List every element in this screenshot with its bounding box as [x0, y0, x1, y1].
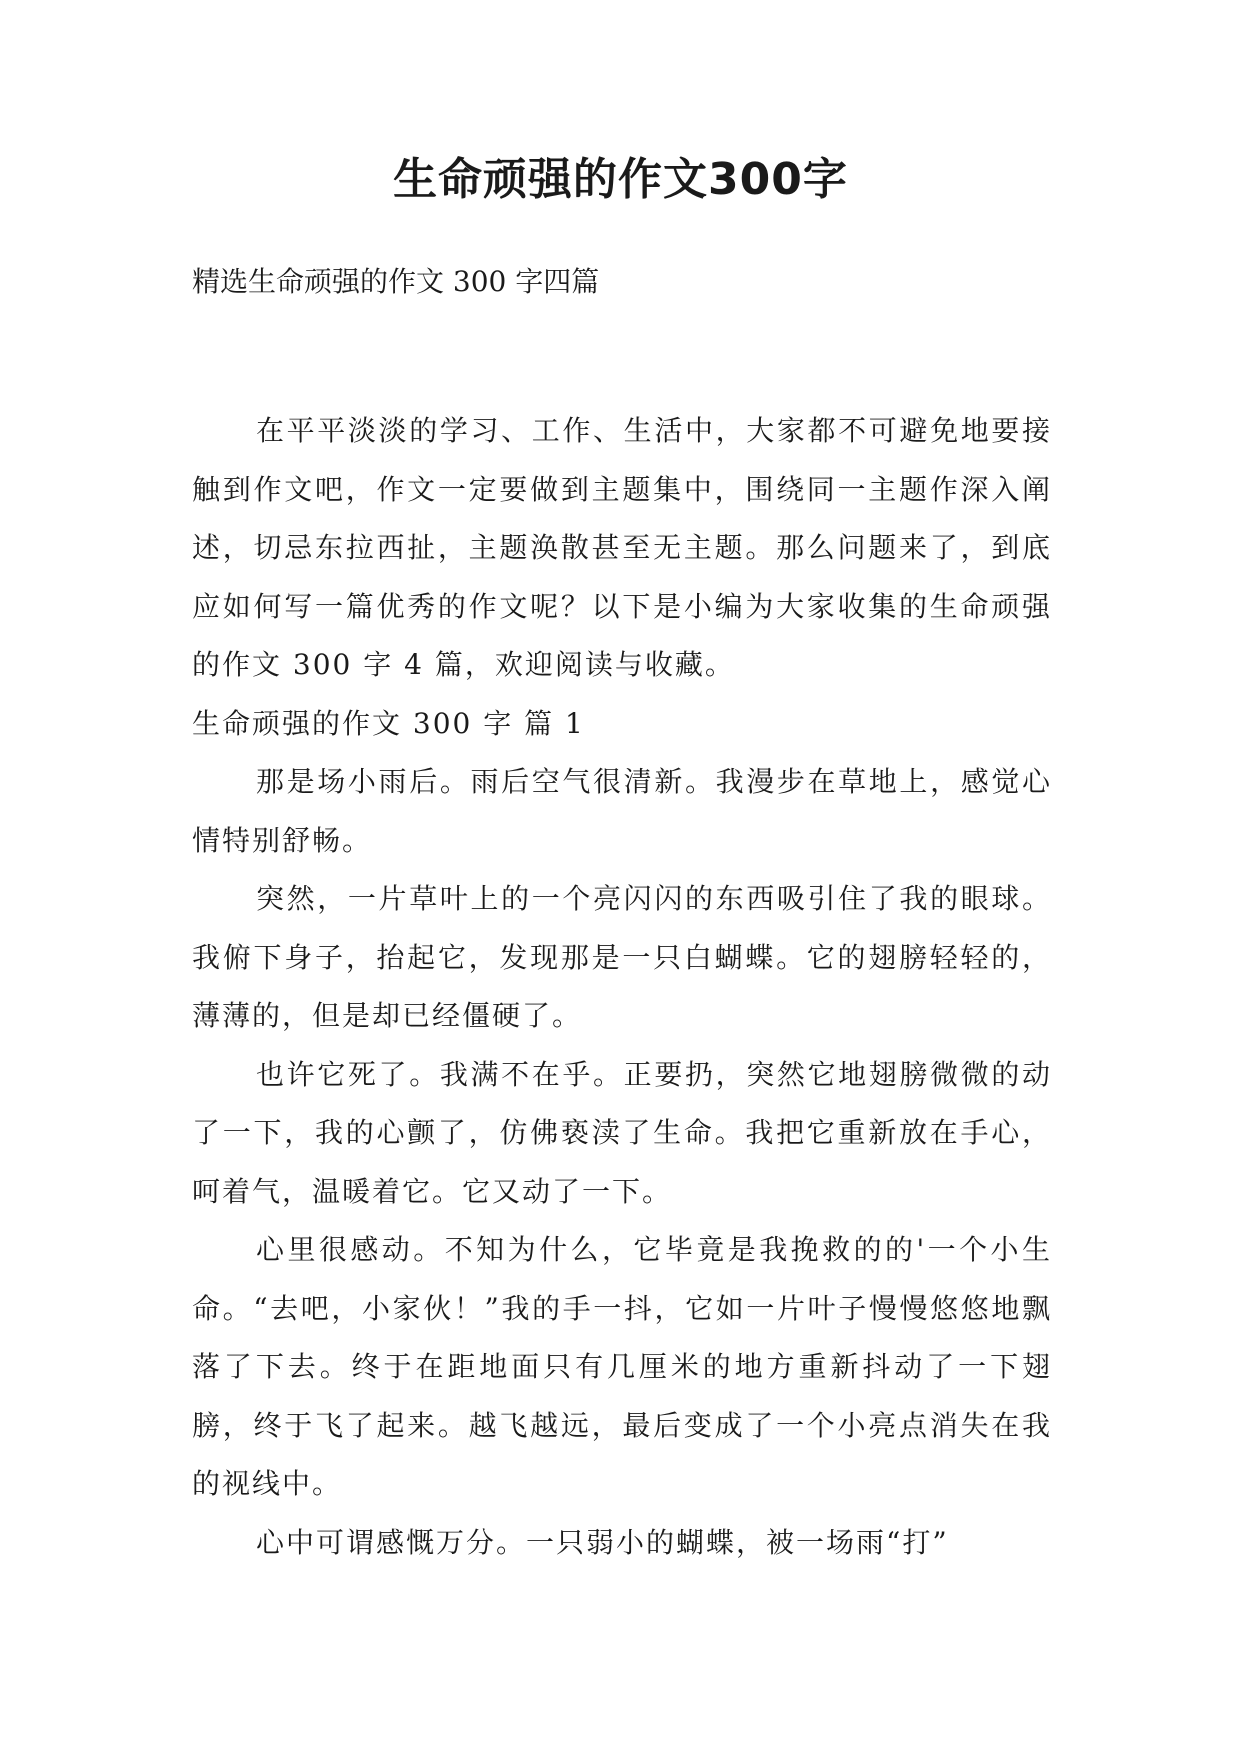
- body-paragraph: 也许它死了。我满不在乎。正要扔，突然它地翅膀微微的动了一下，我的心颤了，仿佛亵渎了生命。我把它重新放在手心，呵着气，温暖着它。它又动了一下。: [192, 1057, 1052, 1208]
- section-heading: 生命顽强的作文 300 字 篇 1: [192, 706, 585, 740]
- document-title: 生命顽强的作文300字: [393, 154, 848, 205]
- document-body: [192, 402, 1052, 1572]
- document-subtitle: 精选生命顽强的作文 300 字四篇: [192, 265, 600, 298]
- body-paragraph: 突然，一片草叶上的一个亮闪闪的东西吸引住了我的眼球。我俯下身子，抬起它，发现那是一只白蝴蝶。它的翅膀轻轻的，薄薄的，但是却已经僵硬了。: [192, 882, 1052, 1032]
- body-paragraph: 心中可谓感慨万分。一只弱小的蝴蝶，被一场雨“打”: [256, 1525, 949, 1559]
- body-paragraph: 那是场小雨后。雨后空气很清新。我漫步在草地上，感觉心情特别舒畅。: [192, 765, 1052, 857]
- body-paragraph: 心里很感动。不知为什么，它毕竟是我挽救的的'一个小生命。“去吧，小家伙！”我的手一抖，它如一片叶子慢慢悠悠地飘落了下去。终于在距地面只有几厘米的地方重新抖动了一下翅膀，终于飞了起来。越飞越远，最后变成了一个小亮点消失在我的视线中。: [192, 1233, 1052, 1500]
- intro-paragraph: 在平平淡淡的学习、工作、生活中，大家都不可避免地要接触到作文吧，作文一定要做到主题集中，围绕同一主题作深入阐述，切忌东拉西扯，主题涣散甚至无主题。那么问题来了，到底应如何写一篇优秀的作文呢？以下是小编为大家收集的生命顽强的作文 300 字 4 篇，欢迎阅读与收藏。: [192, 414, 1052, 681]
